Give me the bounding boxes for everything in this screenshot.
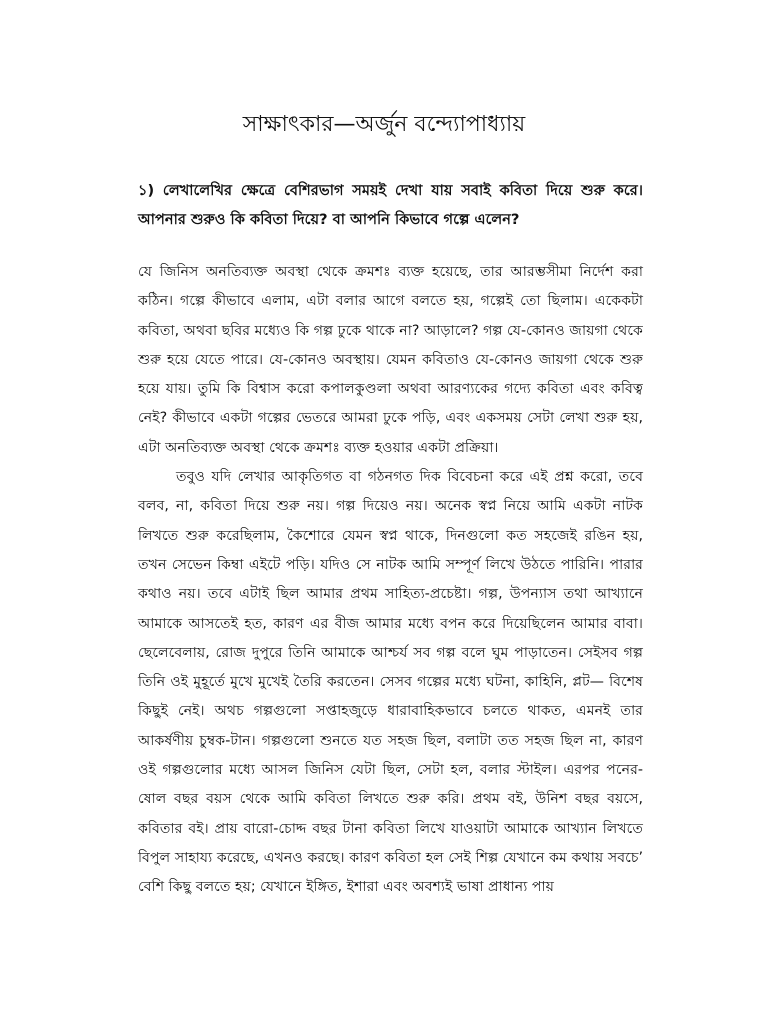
answer-paragraph: যে জিনিস অনতিব্যক্ত অবস্থা থেকে ক্রমশঃ ব্যক্ত হয়েছে, তার আরম্ভসীমা নির্দেশ করা কঠিন। গল্পে কীভাবে এলাম, এটা বলার আগে বলতে হয়, গল্পেই তো ছিলাম। একেকটা কবিতা, অথবা ছবির মধ্যেও কি গল্প ঢুকে থাকে না? আড়ালে? গল্প যে-কোনও জায়গা থেকে শুরু হয়ে যেতে পারে। যে-কোনও অবস্থায়। যেমন কবিতাও যে-কোনও জায়গা থেকে শুরু হয়ে যায়। তুমি কি বিশ্বাস করো কপালকুণ্ডলা অথবা আরণ্যকের গদ্যে কবিতা এবং কবিত্ব নেই? কীভাবে একটা গল্পের ভেতরে আমরা ঢুকে পড়ি, এবং একসময় সেটা লেখা শুরু হয়, এটা অনতিব্যক্ত অবস্থা থেকে ক্রমশঃ ব্যক্ত হওয়ার একটা প্রক্রিয়া। bbox=[138, 264, 643, 456]
interview-answer bbox=[138, 258, 643, 903]
page-title: সাক্ষাৎকার—অর্জুন বন্দ্যোপাধ্যায় bbox=[242, 111, 526, 137]
interview-question: ১) লেখালেখির ক্ষেত্রে বেশিরভাগ সময়ই দেখা যায় সবাই কবিতা দিয়ে শুরু করে। আপনার শুরুও কি কবিতা দিয়ে? বা আপনি কিভাবে গল্পে এলেন? bbox=[138, 182, 643, 228]
answer-paragraph: তবুও যদি লেখার আকৃতিগত বা গঠনগত দিক বিবেচনা করে এই প্রশ্ন করো, তবে বলব, না, কবিতা দিয়ে শুরু নয়। গল্প দিয়েও নয়। অনেক স্বপ্ন নিয়ে আমি একটা নাটক লিখতে শুরু করেছিলাম, কৈশোরে যেমন স্বপ্ন থাকে, দিনগুলো কত সহজেই রঙিন হয়, তখন সেভেন কিম্বা এইটে পড়ি। যদিও সে নাটক আমি সম্পূর্ণ লিখে উঠতে পারিনি। পারার কথাও নয়। তবে এটাই ছিল আমার প্রথম সাহিত্য-প্রচেষ্টা। গল্প, উপন্যাস তথা আখ্যানে আমাকে আসতেই হত, কারণ এর বীজ আমার মধ্যে বপন করে দিয়েছিলেন আমার বাবা। ছেলেবেলায়, রোজ দুপুরে তিনি আমাকে আশ্চর্য সব গল্প বলে ঘুম পাড়াতেন। সেইসব গল্প তিনি ওই মুহূর্তে মুখে মুখেই তৈরি করতেন। সেসব গল্পের মধ্যে ঘটনা, কাহিনি, প্লট— বিশেষ কিছুই নেই। অথচ গল্পগুলো সপ্তাহজুড়ে ধারাবাহিকভাবে চলতে থাকত, এমনই তার আকর্ষণীয় চুম্বক-টান। গল্পগুলো শুনতে যত সহজ ছিল, বলাটা তত সহজ ছিল না, কারণ ওই গল্পগুলোর মধ্যে আসল জিনিস যেটা ছিল, সেটা হল, বলার স্টাইল। এরপর পনের-ষোল বছর বয়স থেকে আমি কবিতা লিখতে শুরু করি। প্রথম বই, উনিশ বছর বয়সে, কবিতার বই। প্রায় বারো-চোদ্দ বছর টানা কবিতা লিখে যাওয়াটা আমাকে আখ্যান লিখতে বিপুল সাহায্য করেছে, এখনও করছে। কারণ কবিতা হল সেই শিল্প যেখানে কম কথায় সবচে’ বেশি কিছু বলতে হয়; যেখানে ইঙ্গিত, ইশারা এবং অবশ্যই ভাষা প্রাধান্য পায় bbox=[138, 469, 643, 896]
